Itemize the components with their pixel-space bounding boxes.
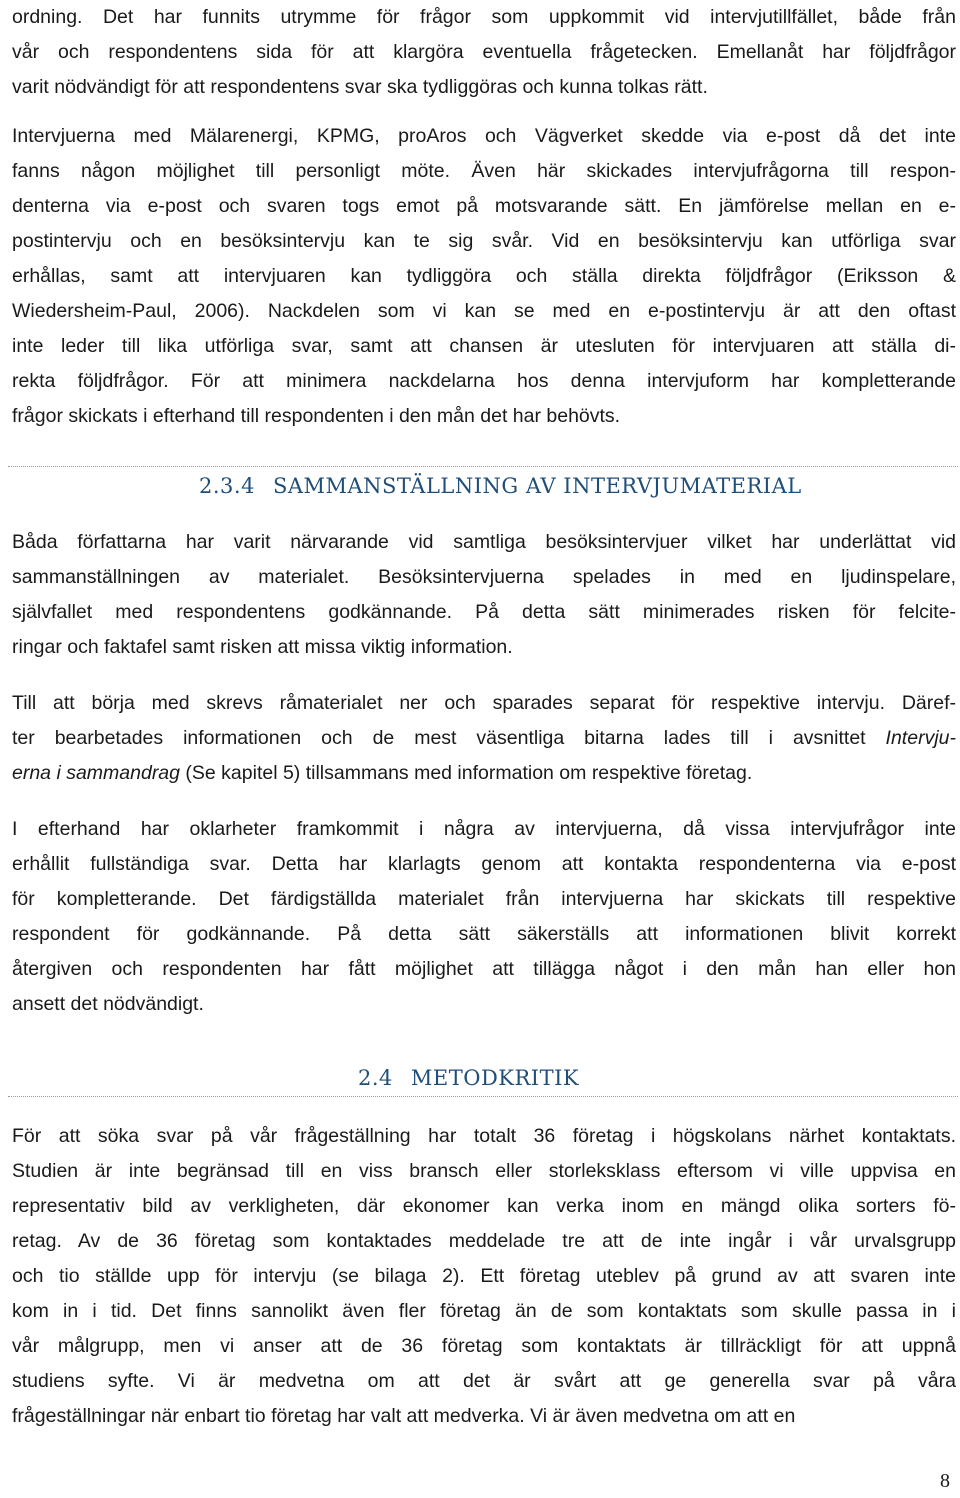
- text-line: erhållas, samt att intervjuaren kan tydliggöra och ställa direkta följdfrågor (Eriksson &: [12, 265, 956, 287]
- text-line: För att söka svar på vår frågeställning har totalt 36 företag i högskolans närhet kontaktats.: [12, 1125, 956, 1147]
- text-line: Studien är inte begränsad till en viss bransch eller storleksklass eftersom vi ville uppvisa en: [12, 1160, 956, 1182]
- paragraph-email-interviews: [12, 119, 956, 434]
- section-title: METODKRITIK: [410, 1066, 580, 1090]
- text-line: [12, 721, 956, 756]
- text-segment: (Se kapitel 5) tillsammans med information om respektive företag.: [180, 762, 753, 784]
- section-number: 2.3.4: [199, 474, 255, 498]
- text-line: denterna via e-post och svaren togs emot på motsvarande sätt. En jämförelse mellan en e-: [12, 195, 956, 217]
- text-line: representativ bild av verkligheten, där ekonomer kan verka inom en mängd olika sorters fö-: [12, 1195, 956, 1217]
- text-line: frågeställningar när enbart tio företag har valt att medverka. Vi är även medvetna om att en: [12, 1405, 796, 1427]
- text-line: Till att börja med skrevs råmaterialet ner och sparades separat för respektive intervju. Däref-: [12, 692, 956, 714]
- page-number: 8: [940, 1470, 950, 1492]
- text-segment: ter bearbetades informationen och de mest väsentliga bitarna lades till i avsnittet: [12, 727, 886, 749]
- section-heading-2-4: [358, 1066, 579, 1090]
- paragraph-method-critique: [12, 1119, 956, 1434]
- section-number: 2.4: [358, 1066, 393, 1090]
- text-line: Intervjuerna med Mälarenergi, KPMG, proAros och Vägverket skedde via e-post då det inte: [12, 125, 956, 147]
- text-line: sammanställningen av materialet. Besöksintervjuerna spelades in med en ljudinspelare,: [12, 566, 956, 588]
- text-line: vår målgrupp, men vi anser att de 36 företag som kontaktats är tillräckligt för att uppnå: [12, 1335, 956, 1357]
- text-line: vår och respondentens sida för att klargöra eventuella frågetecken. Emellanåt har följdfrågor: [12, 41, 956, 63]
- paragraph-raw-material: [12, 686, 956, 791]
- text-line: fanns någon möjlighet till personligt möte. Även här skickades intervjufrågorna till respon-: [12, 160, 956, 182]
- text-line: ordning. Det har funnits utrymme för frågor som uppkommit vid intervjutillfället, både från: [12, 6, 956, 28]
- text-line: postintervju och en besöksintervju kan te sig svår. Vid en besöksintervju kan utförliga svar: [12, 230, 956, 252]
- paragraph-interview-order: [12, 0, 956, 105]
- chapter-reference: erna i sammandrag: [12, 762, 180, 784]
- chapter-reference: Intervju-: [885, 727, 956, 749]
- text-line: för kompletterande. Det färdigställda materialet från intervjuerna har skickats till respektive: [12, 888, 956, 910]
- text-line: erhållit fullständiga svar. Detta har klarlagts genom att kontakta respondenterna via e-post: [12, 853, 956, 875]
- text-line: kom in i tid. Det finns sannolikt även fler företag än de som kontaktats som skulle passa in i: [12, 1300, 956, 1322]
- section-divider: [8, 1096, 958, 1097]
- section-title: SAMMANSTÄLLNING AV INTERVJUMATERIAL: [272, 474, 802, 498]
- text-line: I efterhand har oklarheter framkommit i några av intervjuerna, då vissa intervjufrågor inte: [12, 818, 956, 840]
- text-line: ansett det nödvändigt.: [12, 993, 204, 1015]
- paragraph-compilation: [12, 525, 956, 665]
- text-line: frågor skickats i efterhand till respondenten i den mån det har behövts.: [12, 405, 621, 427]
- section-heading-2-3-4: [199, 474, 802, 498]
- text-line: [12, 756, 956, 791]
- text-line: retag. Av de 36 företag som kontaktades meddelade tre att de inte ingår i vår urvalsgrupp: [12, 1230, 956, 1252]
- text-line: inte leder till lika utförliga svar, samt att chansen är utesluten för intervjuaren att ställa di-: [12, 335, 956, 357]
- text-line: varit nödvändigt för att respondentens svar ska tydliggöras och kunna tolkas rätt.: [12, 76, 708, 98]
- text-line: studiens syfte. Vi är medvetna om att det är svårt att ge generella svar på våra: [12, 1370, 956, 1392]
- text-line: ringar och faktafel samt risken att missa viktig information.: [12, 636, 513, 658]
- text-line: självfallet med respondentens godkännande. På detta sätt minimerades risken för felcite-: [12, 601, 956, 623]
- text-line: Båda författarna har varit närvarande vid samtliga besöksintervjuer vilket har underlättat vid: [12, 531, 956, 553]
- text-line: och tio ställde upp för intervju (se bilaga 2). Ett företag uteblev på grund av att svaren inte: [12, 1265, 956, 1287]
- section-divider: [8, 466, 958, 467]
- text-line: Wiedersheim-Paul, 2006). Nackdelen som vi kan se med en e-postintervju är att den oftast: [12, 300, 956, 322]
- text-line: respondent för godkännande. På detta sätt säkerställs att informationen blivit korrekt: [12, 923, 956, 945]
- paragraph-clarifications: [12, 812, 956, 1022]
- text-line: återgiven och respondenten har fått möjlighet att tillägga något i den mån han eller hon: [12, 958, 956, 980]
- text-line: rekta följdfrågor. För att minimera nackdelarna hos denna intervjuform har kompletterande: [12, 370, 956, 392]
